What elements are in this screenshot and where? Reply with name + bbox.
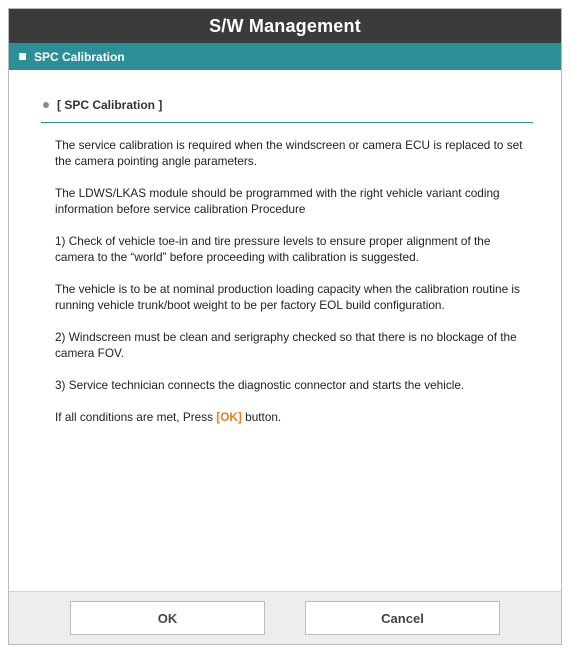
subheader-label: SPC Calibration bbox=[34, 49, 125, 64]
instruction-paragraph-5: 2) Windscreen must be clean and serigraphy checked so that there is no blockage of the camera FOV. bbox=[55, 330, 517, 360]
ok-button[interactable]: OK bbox=[70, 601, 265, 635]
ok-highlight-text: [OK] bbox=[216, 410, 242, 424]
window-title: S/W Management bbox=[9, 9, 561, 43]
instruction-paragraph-7 bbox=[55, 409, 533, 425]
instruction-paragraph-3: 1) Check of vehicle toe-in and tire pressure levels to ensure proper alignment of the camera to the “world” before proceeding with calibration is suggested. bbox=[55, 234, 491, 264]
instruction-paragraph-4: The vehicle is to be at nominal production loading capacity when the calibration routine is running vehicle trunk/boot weight to be per factory EOL build configuration. bbox=[55, 282, 520, 312]
dot-bullet-icon bbox=[43, 102, 49, 108]
section-title: [ SPC Calibration ] bbox=[57, 98, 163, 112]
press-ok-text-before: If all conditions are met, Press bbox=[55, 410, 217, 424]
instruction-paragraph-6: 3) Service technician connects the diagnostic connector and starts the vehicle. bbox=[55, 378, 465, 392]
instruction-paragraph-1: The service calibration is required when the windscreen or camera ECU is replaced to set the camera pointing angle parameters. bbox=[55, 138, 523, 168]
square-bullet-icon bbox=[19, 53, 26, 60]
cancel-button[interactable]: Cancel bbox=[305, 601, 500, 635]
instruction-paragraph-2: The LDWS/LKAS module should be programmed with the right vehicle variant coding information before service calibration Procedure bbox=[55, 186, 500, 216]
press-ok-text-after: button. bbox=[241, 410, 282, 424]
instruction-text bbox=[41, 123, 533, 425]
content-area bbox=[9, 70, 561, 592]
subheader-bar bbox=[9, 43, 561, 70]
section-heading bbox=[41, 98, 533, 112]
button-bar bbox=[9, 591, 561, 644]
sw-management-window bbox=[8, 8, 562, 645]
